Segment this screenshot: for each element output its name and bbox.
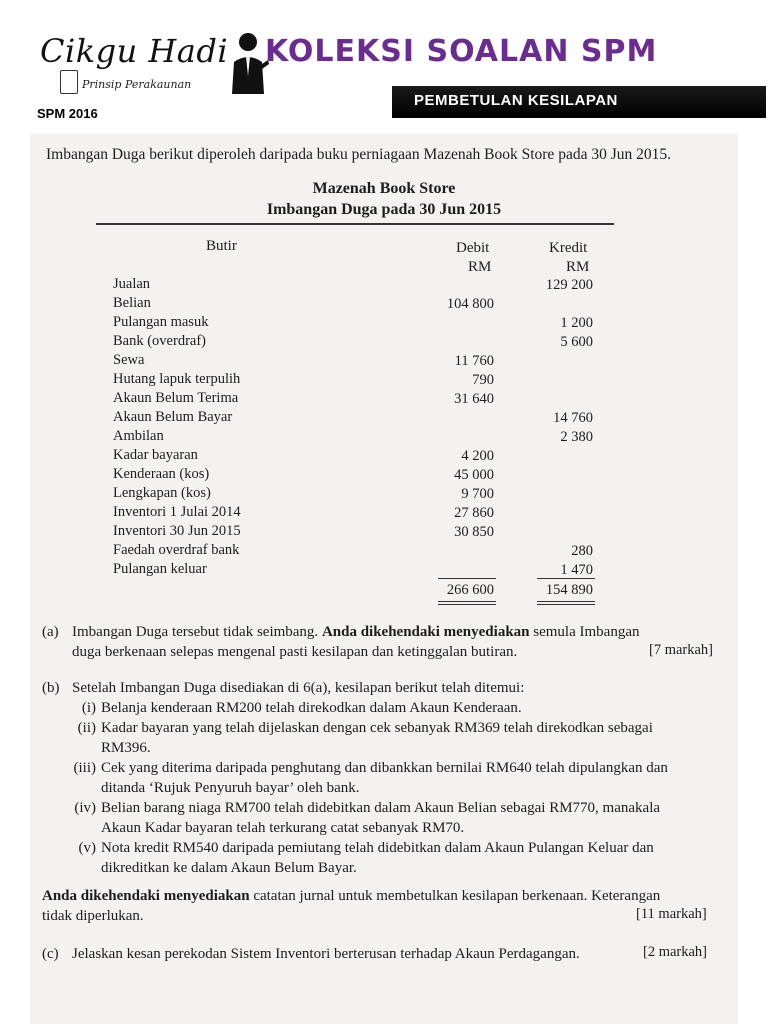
debit-double-rule-2	[438, 604, 496, 605]
error-item-text: Nota kredit RM540 daripada pemiutang telah didebitkan dalam Akaun Pulangan Keluar dan	[101, 840, 654, 856]
row-debit: 11 760	[454, 353, 494, 369]
row-debit: 31 640	[454, 391, 494, 407]
row-item: Akaun Belum Bayar	[113, 409, 233, 425]
question-c-marks: [2 markah]	[643, 944, 708, 960]
row-item: Ambilan	[113, 428, 164, 444]
collection-title: KOLEKSI SOALAN SPM	[265, 34, 658, 69]
row-debit: 790	[472, 372, 494, 388]
row-item: Pulangan keluar	[113, 561, 207, 577]
question-a-line2: duga berkenaan selepas mengenal pasti kesilapan dan ketinggalan butiran.	[72, 644, 518, 660]
row-item: Inventori 30 Jun 2015	[113, 523, 241, 539]
debit-double-rule-1	[438, 601, 496, 602]
error-item-text: dikreditkan ke dalam Akaun Belum Bayar.	[101, 860, 357, 876]
title-rule	[96, 223, 614, 225]
col-debit-currency: RM	[468, 259, 492, 275]
row-item: Jualan	[113, 276, 151, 292]
error-item-number: (iii)	[73, 760, 96, 776]
error-item-text: Cek yang diterima daripada penghutang dan dibankkan bernilai RM640 telah dipulangkan dan	[101, 760, 668, 776]
question-b-label: (b)	[42, 680, 60, 696]
row-item: Hutang lapuk terpulih	[113, 371, 241, 387]
row-item: Akaun Belum Terima	[113, 390, 239, 406]
row-item: Faedah overdraf bank	[113, 542, 240, 558]
logo-subtitle: Prinsip Perakaunan	[82, 78, 192, 91]
row-credit: 129 200	[545, 277, 593, 293]
question-a-label: (a)	[42, 624, 59, 640]
row-debit: 104 800	[446, 296, 494, 312]
debit-total-rule	[438, 578, 496, 579]
row-item: Sewa	[113, 352, 145, 368]
error-item-text: Belanja kenderaan RM200 telah direkodkan dalam Akaun Kenderaan.	[101, 700, 522, 716]
trial-balance-title: Imbangan Duga pada 30 Jun 2015	[266, 201, 502, 218]
row-item: Kadar bayaran	[113, 447, 198, 463]
error-item-number: (ii)	[77, 720, 96, 736]
error-item-text: Akaun Kadar bayaran telah terkurang catat sebanyak RM70.	[101, 820, 465, 836]
row-item: Lengkapan (kos)	[113, 485, 211, 501]
row-credit: 14 760	[553, 410, 593, 426]
col-debit-header: Debit	[456, 240, 490, 256]
question-b-marks: [11 markah]	[636, 906, 707, 922]
question-a-marks: [7 markah]	[649, 642, 714, 658]
total-debit: 266 600	[446, 582, 494, 598]
error-item-text: Belian barang niaga RM700 telah didebitkan dalam Akaun Belian sebagai RM770, manakala	[101, 800, 661, 816]
row-item: Inventori 1 Julai 2014	[113, 504, 241, 520]
col-credit-header: Kredit	[549, 240, 588, 256]
intro-text: Imbangan Duga berikut diperoleh daripada buku perniagaan Mazenah Book Store pada 30 Jun 2015.	[46, 146, 671, 163]
credit-double-rule-1	[537, 601, 595, 602]
question-a-line1: Imbangan Duga tersebut tidak seimbang. Anda dikehendaki menyediakan semula Imbangan	[72, 624, 640, 640]
row-debit: 4 200	[461, 448, 494, 464]
col-item-header: Butir	[206, 238, 237, 254]
row-item: Pulangan masuk	[113, 314, 209, 330]
row-item: Belian	[113, 295, 151, 311]
row-credit: 5 600	[560, 334, 593, 350]
row-item: Bank (overdraf)	[113, 333, 206, 349]
error-item-number: (iv)	[74, 800, 96, 816]
logo-name: Cikgu Hadi	[40, 32, 229, 70]
question-b-task-line1: Anda dikehendaki menyediakan catatan jurnal untuk membetulkan kesilapan berkenaan. Keterangan	[42, 888, 661, 904]
row-debit: 45 000	[454, 467, 494, 483]
credit-total-rule	[537, 578, 595, 579]
row-credit: 1 470	[560, 562, 593, 578]
logo	[38, 30, 258, 100]
error-item-number: (v)	[78, 840, 96, 856]
question-b-intro: Setelah Imbangan Duga disediakan di 6(a), kesilapan berikut telah ditemui:	[72, 680, 525, 696]
total-credit: 154 890	[545, 582, 593, 598]
row-debit: 27 860	[454, 505, 494, 521]
question-b-task-line2: tidak diperlukan.	[42, 908, 144, 924]
teacher-figure-icon	[226, 30, 270, 94]
question-c-text: Jelaskan kesan perekodan Sistem Inventori berterusan terhadap Akaun Perdagangan.	[72, 946, 580, 962]
col-credit-currency: RM	[566, 259, 590, 275]
topic-banner: PEMBETULAN KESILAPAN	[392, 86, 766, 118]
business-name: Mazenah Book Store	[312, 180, 456, 197]
row-credit: 2 380	[560, 429, 593, 445]
row-credit: 280	[571, 543, 593, 559]
exam-year: SPM 2016	[37, 106, 98, 121]
question-c-label: (c)	[42, 946, 59, 962]
row-credit: 1 200	[560, 315, 593, 331]
error-item-text: Kadar bayaran yang telah dijelaskan dengan cek sebanyak RM369 telah direkodkan sebagai	[101, 720, 653, 736]
error-item-text: RM396.	[101, 740, 151, 756]
credit-double-rule-2	[537, 604, 595, 605]
calculator-icon	[60, 70, 78, 94]
error-item-text: ditanda ‘Rujuk Penyuruh bayar’ oleh bank.	[101, 780, 360, 796]
row-item: Kenderaan (kos)	[113, 466, 210, 482]
error-item-number: (i)	[81, 700, 96, 716]
row-debit: 30 850	[454, 524, 494, 540]
row-debit: 9 700	[461, 486, 494, 502]
